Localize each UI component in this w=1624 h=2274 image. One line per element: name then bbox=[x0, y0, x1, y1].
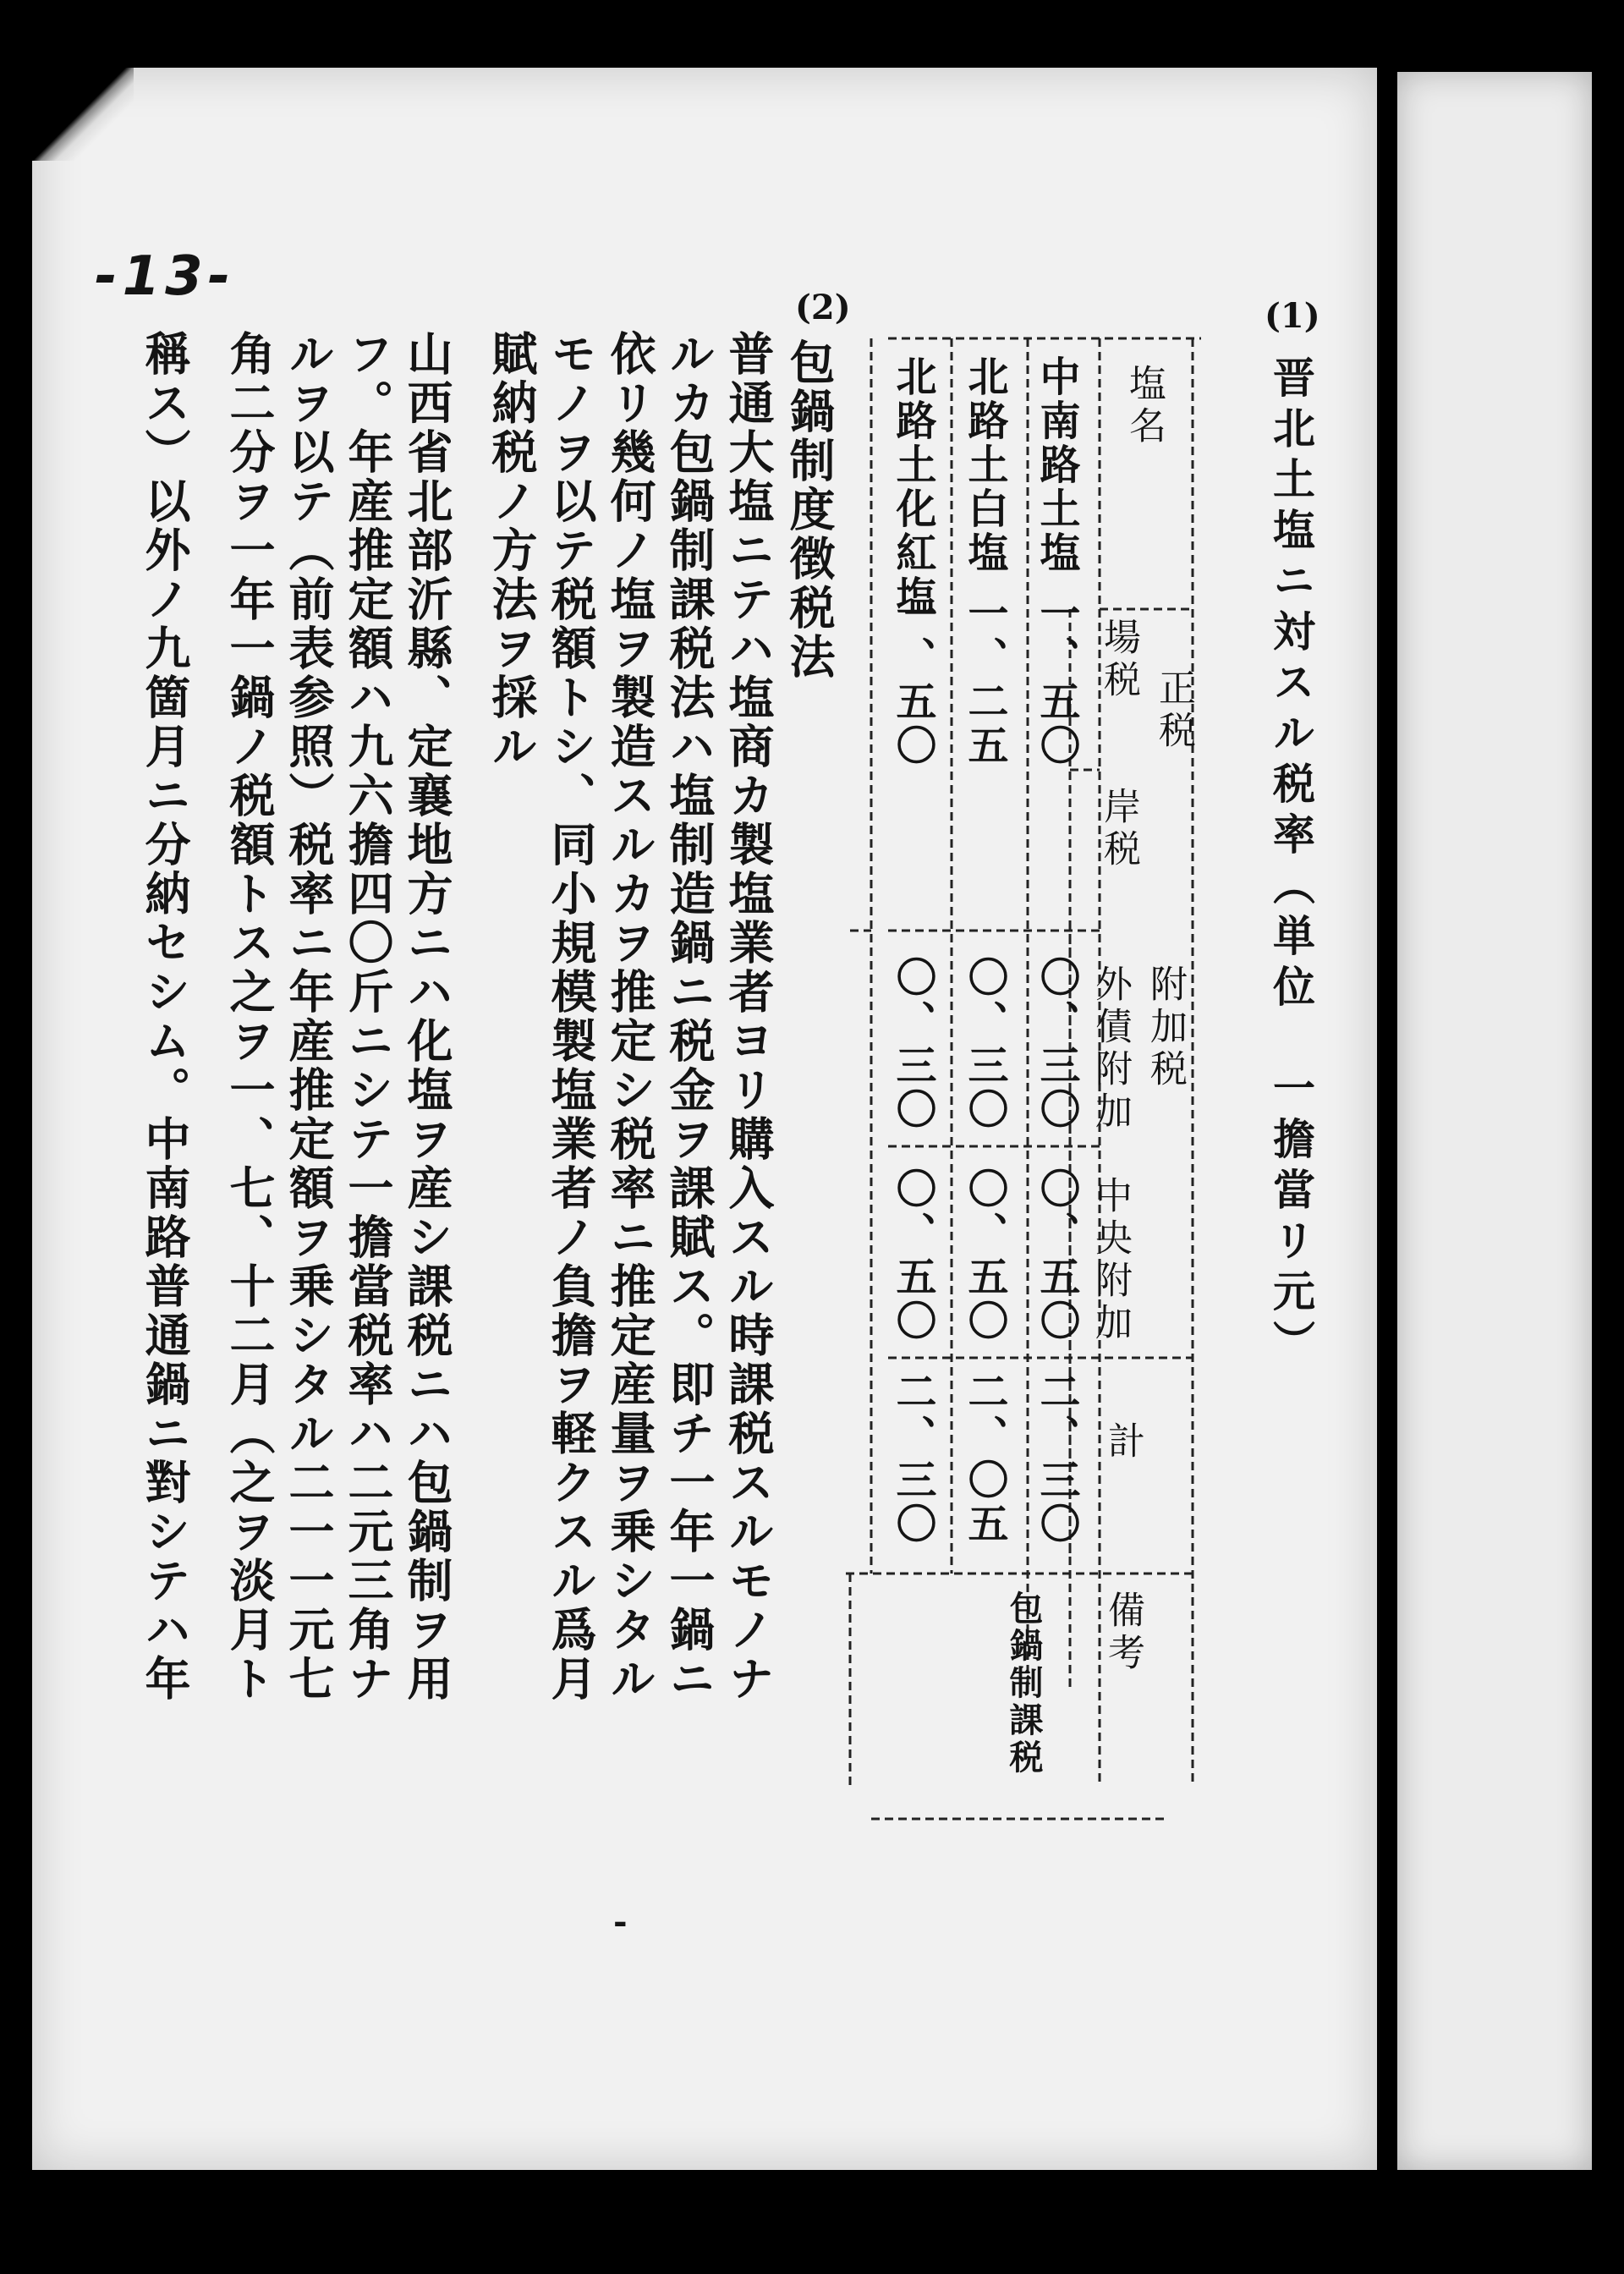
row2-foreign: 〇、三〇 bbox=[961, 956, 1008, 1132]
row1-remarks: 包鍋制課税 bbox=[1004, 1590, 1044, 1777]
row1-field: 一、五〇 bbox=[1033, 592, 1080, 768]
row2-central: 〇、五〇 bbox=[961, 1167, 1008, 1343]
section2-line-2: ルカ包鍋制課税法ハ塩制造鍋ニ税金ヲ課賦ス。即チ一年一鍋ニ bbox=[662, 330, 716, 1704]
section2-title: 包鍋制度徴税法 bbox=[782, 338, 837, 682]
row1-central: 〇、五〇 bbox=[1033, 1167, 1080, 1343]
header-shore-tax: 岸税 bbox=[1097, 787, 1140, 871]
row1-total: 二、三〇 bbox=[1033, 1370, 1080, 1546]
row1-name: 中南路土塩 bbox=[1033, 355, 1080, 575]
section2-line-10: 稱ス）以外ノ九箇月ニ分納セシム。中南路普通鍋ニ對シテハ年 bbox=[138, 330, 192, 1704]
section1-marker: (1) bbox=[1265, 296, 1320, 336]
section2-line-3: 依リ幾何ノ塩ヲ製造スルカヲ推定シ税率ニ推定産量ヲ乗シタル bbox=[603, 330, 657, 1704]
section2-line-4: モノヲ以テ税額トシ、同小規模製塩業者ノ負擔ヲ軽クスル爲月 bbox=[544, 330, 598, 1704]
header-field-tax: 場税 bbox=[1097, 618, 1140, 702]
row2-total: 二、〇五 bbox=[961, 1370, 1008, 1546]
section2-line-8: ルヲ以テ（前表参照）税率ニ年産推定額ヲ乗シタル二一一元七 bbox=[282, 330, 336, 1704]
header-salt-name: 塩名 bbox=[1122, 364, 1166, 448]
section2-line-6: 山西省北部沂縣、定襄地方ニハ化塩ヲ産シ課税ニハ包鍋制ヲ用 bbox=[400, 330, 454, 1704]
row3-field: 一、五〇 bbox=[889, 592, 936, 768]
section1-title: 晋北土塩ニ対スル税率（単位 一擔當リ元） bbox=[1266, 355, 1316, 1370]
row2-name: 北路土白塩 bbox=[961, 355, 1008, 575]
row3-central: 〇、五〇 bbox=[889, 1167, 936, 1343]
section2-line-9: 角二分ヲ一年一鍋ノ税額トス之ヲ一、七、十二月（之ヲ淡月ト bbox=[222, 330, 277, 1704]
row3-total: 二、三〇 bbox=[889, 1370, 936, 1546]
row3-name: 北路土化紅塩 bbox=[889, 355, 936, 619]
footer-mark: - bbox=[613, 1902, 628, 1942]
section2-line-1: 普通大塩ニテハ塩商カ製塩業者ヨリ購入スル時課税スルモノナ bbox=[721, 330, 776, 1704]
row2-field: 一、二五 bbox=[961, 592, 1008, 768]
section2-line-5: 賦納税ノ方法ヲ採ル bbox=[485, 330, 539, 772]
header-surtax: 附加税 bbox=[1144, 964, 1187, 1091]
header-foreign-debt: 外債附加 bbox=[1089, 964, 1132, 1134]
page-number: -13- bbox=[95, 245, 236, 308]
header-remarks: 備考 bbox=[1101, 1590, 1144, 1675]
row1-foreign: 〇、三〇 bbox=[1033, 956, 1080, 1132]
header-total: 計 bbox=[1101, 1421, 1144, 1464]
section2-marker: (2) bbox=[795, 288, 851, 327]
section2-line-7: フ。年産推定額ハ九六擔四〇斤ニシテ一擔當税率ハ二元三角ナ bbox=[341, 330, 395, 1704]
row3-foreign: 〇、三〇 bbox=[889, 956, 936, 1132]
header-main-tax: 正税 bbox=[1152, 668, 1195, 753]
header-central: 中央附加 bbox=[1089, 1176, 1132, 1345]
